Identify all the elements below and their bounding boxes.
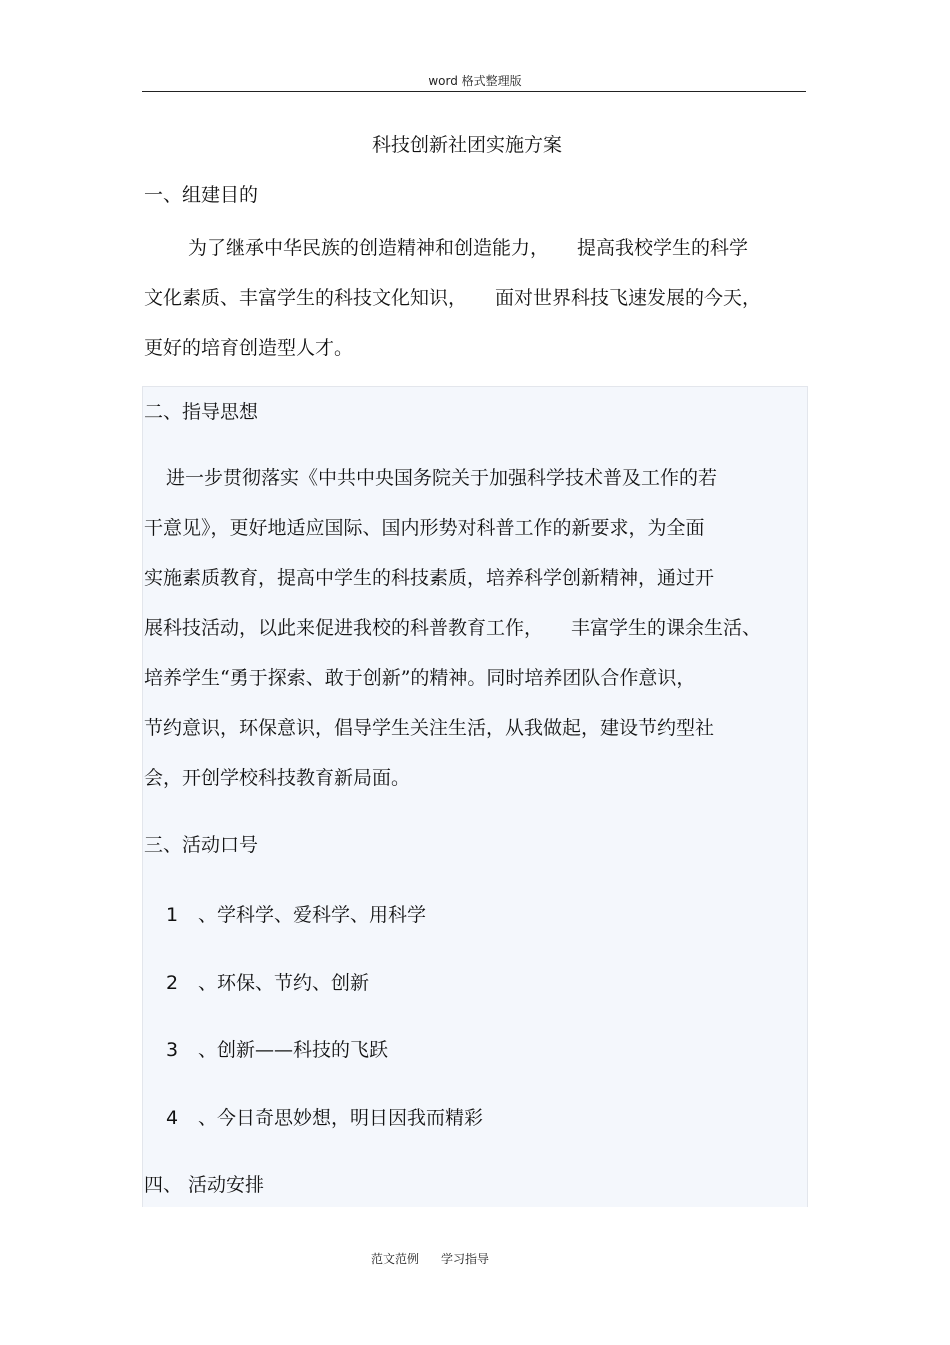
- section-2-line: 节约意识，环保意识，倡导学生关注生活，从我做起，建设节约型社: [144, 717, 715, 739]
- section-1-line: 文化素质、丰富学生的科技文化知识，: [144, 287, 468, 309]
- section-2-line: 干意见》，更好地适应国际、国内形势对科普工作的新要求，为全面: [144, 517, 705, 539]
- document-title: 科技创新社团实施方案: [371, 134, 562, 156]
- section-1-line: 更好的培育创造型人才。: [144, 337, 354, 359]
- header-rule: [142, 91, 806, 92]
- slogan-item: [166, 1103, 483, 1130]
- slogan-text: 、环保、节约、创新: [198, 972, 370, 994]
- page-header: word 格式整理版: [428, 74, 522, 88]
- section-2-line: 会，开创学校科技教育新局面。: [144, 767, 411, 789]
- slogan-text: 、学科学、爱科学、用科学: [198, 904, 427, 926]
- page-footer: [0, 1250, 860, 1267]
- footer-left: 范文范例: [370, 1252, 419, 1266]
- slogan-text: 、今日奇思妙想，明日因我而精彩: [198, 1107, 484, 1129]
- slogan-number: 4: [166, 1107, 179, 1129]
- section-2-line: 实施素质教育，提高中学生的科技素质，培养科学创新精神，通过开: [144, 567, 715, 589]
- slogan-item: [166, 900, 426, 927]
- slogan-number: 2: [166, 972, 179, 994]
- section-2-paragraph: [144, 453, 804, 803]
- footer-right: 学习指导: [441, 1252, 490, 1266]
- section-2-line: 丰富学生的课余生活、: [571, 617, 762, 639]
- slogan-number: 1: [166, 904, 179, 926]
- section-1-heading: 一、组建目的: [144, 184, 259, 206]
- section-2-line: 培养学生“勇于探索、敢于创新”的精神。同时培养团队合作意识，: [144, 667, 696, 689]
- section-1-line: 面对世界科技飞速发展的今天，: [495, 287, 762, 309]
- section-2-line: 进一步贯彻落实《中共中央国务院关于加强科学技术普及工作的若: [166, 467, 718, 489]
- slogan-item: [166, 968, 369, 995]
- section-3-heading: 三、活动口号: [144, 834, 259, 856]
- section-1-line: 提高我校学生的科学: [577, 237, 749, 259]
- slogan-item: [166, 1035, 388, 1062]
- slogan-text: 、创新——科技的飞跃: [198, 1039, 389, 1061]
- section-2-line: 展科技活动，以此来促进我校的科普教育工作，: [144, 617, 544, 639]
- section-1-line: 为了继承中华民族的创造精神和创造能力，: [188, 237, 550, 259]
- slogan-number: 3: [166, 1039, 179, 1061]
- section-1-paragraph: [144, 223, 804, 373]
- section-2-heading: 二、指导思想: [144, 401, 259, 423]
- section-4-heading: 四、 活动安排: [144, 1174, 265, 1196]
